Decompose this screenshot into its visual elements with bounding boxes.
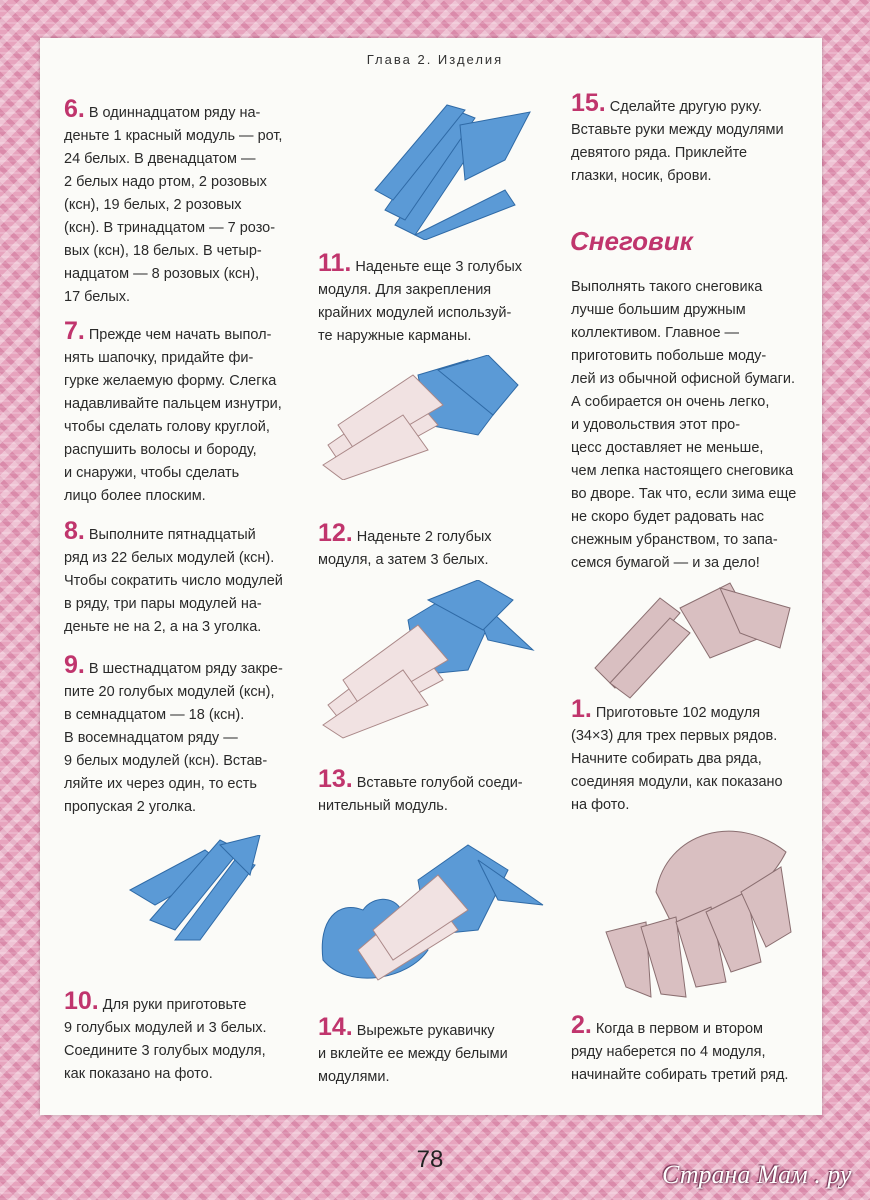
step-text: Когда в первом и втором ряду наберется по 4 модуля, начинайте собирать третий ряд. <box>571 1021 789 1083</box>
step-number: 15. <box>571 89 606 117</box>
step-15 <box>571 89 806 188</box>
step-text: В одиннадцатом ряду на- деньте 1 красный модуль — рот, 24 белых. В двенадцатом — 2 белых надо ртом, 2 розовых (ксн), 19 белых, 2 розовых (ксн). В тринадцатом — 7 розо- вых (ксн), 18 белых. В четыр- надцатом — 8 розовых (ксн), 17 белых. <box>64 105 283 305</box>
page-number: 78 <box>416 1146 444 1173</box>
step-12 <box>318 519 548 572</box>
photo-snowman-step-1 <box>590 578 800 708</box>
step-13 <box>318 765 548 818</box>
step-number: 7. <box>64 317 85 345</box>
step-7 <box>64 317 304 508</box>
step-number: 13. <box>318 765 353 793</box>
photo-snowman-step-2 <box>596 812 796 1002</box>
step-10 <box>64 987 304 1086</box>
watermark-logo: Страна Мам . ру <box>662 1160 852 1189</box>
photo-step-13 <box>318 580 548 740</box>
section-title: Снеговик <box>570 226 693 256</box>
step-number: 2. <box>571 1011 592 1039</box>
step-number: 12. <box>318 519 353 547</box>
step-text: Сделайте другую руку. Вставьте руки между модулями девятого ряда. Приклейте глазки, носик, брови. <box>571 99 784 184</box>
photo-step-14 <box>318 840 548 990</box>
photo-step-12 <box>318 355 548 480</box>
step-number: 6. <box>64 95 85 123</box>
step-text: Приготовьте 102 модуля (34×3) для трех первых рядов. Начните собирать два ряда, соединяя модули, как показано на фото. <box>571 705 783 813</box>
step-text: Прежде чем начать выпол- нять шапочку, придайте фи- гурке желаемую форму. Слегка надавливайте пальцем изнутри, чтобы сделать голову круглой, распушить волосы и бороду, и снаружи, чтобы сделать лицо более плоским. <box>64 327 282 504</box>
photo-step-10 <box>120 835 270 945</box>
step-text: Вырежьте рукавичку и вклейте ее между белыми модулями. <box>318 1023 508 1085</box>
step-number: 14. <box>318 1013 353 1041</box>
step-6 <box>64 95 304 309</box>
step-number: 10. <box>64 987 99 1015</box>
step-snowman-2 <box>571 1011 806 1087</box>
section-intro: Выполнять такого снеговика лучше большим дружным коллективом. Главное — приготовить побольше моду- лей из обычной офисной бумаги. А собирается он очень легко, и удовольствия этот про- цесс доставляет не меньше, чем лепка настоящего снеговика во дворе. Так что, если зима еще не скоро будет радовать нас снежным убранством, то запа- семся бумагой — и за дело! <box>571 279 797 571</box>
chapter-header: Глава 2. Изделия <box>366 52 504 67</box>
step-text: Для руки приготовьте 9 голубых модулей и 3 белых. Соедините 3 голубых модуля, как показано на фото. <box>64 997 267 1082</box>
step-text: Наденьте 2 голубых модуля, а затем 3 белых. <box>318 529 492 568</box>
photo-step-11 <box>355 100 555 240</box>
step-number: 8. <box>64 517 85 545</box>
step-11 <box>318 249 548 348</box>
step-snowman-1 <box>571 695 806 817</box>
step-14 <box>318 1013 548 1089</box>
step-text: Наденьте еще 3 голубых модуля. Для закрепления крайних модулей используй- те наружные карманы. <box>318 259 523 344</box>
step-8 <box>64 517 304 639</box>
step-text: В шестнадцатом ряду закре- пите 20 голубых модулей (ксн), в семнадцатом — 18 (ксн). В восемнадцатом ряду — 9 белых модулей (ксн). Встав- ляйте их через один, то есть пропуская 2 уголка. <box>64 661 283 815</box>
step-number: 9. <box>64 651 85 679</box>
step-text: Вставьте голубой соеди- нительный модуль. <box>318 775 523 814</box>
step-text: Выполните пятнадцатый ряд из 22 белых модулей (ксн). Чтобы сократить число модулей в ряду, три пары модулей на- деньте не на 2, а на 3 уголка. <box>64 527 283 635</box>
step-9 <box>64 651 304 819</box>
step-number: 1. <box>571 695 592 723</box>
step-number: 11. <box>318 249 352 277</box>
